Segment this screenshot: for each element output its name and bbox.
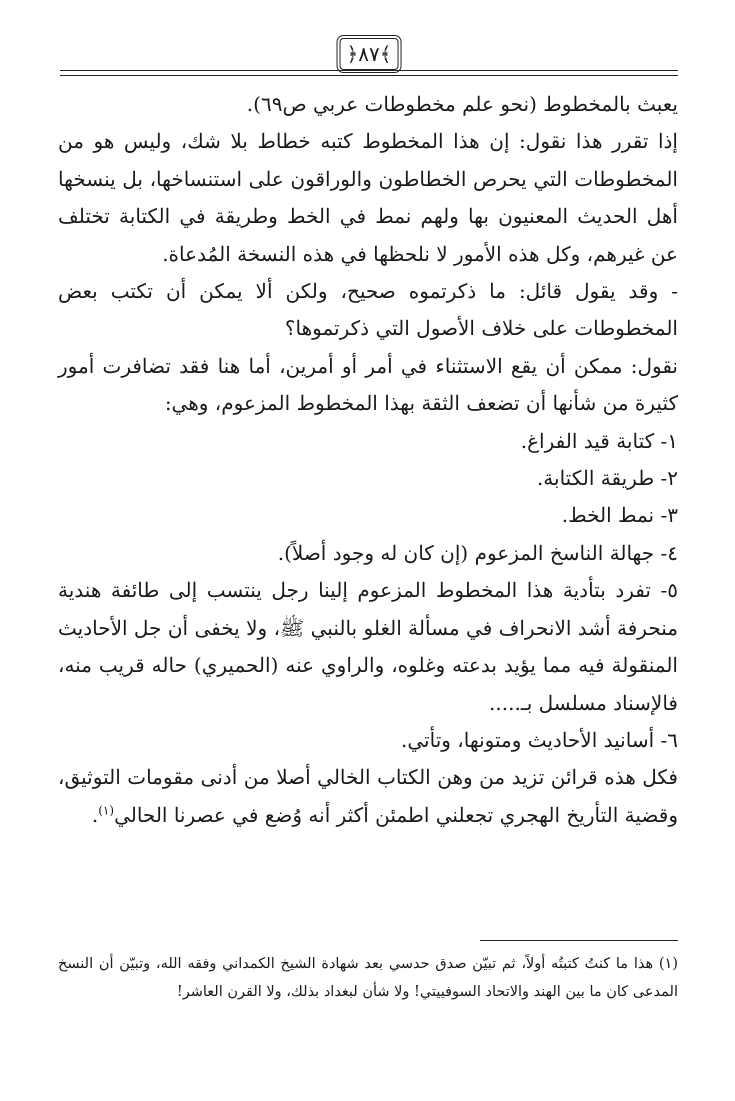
footnote-separator [480, 940, 678, 941]
list-item: ٢- طريقة الكتابة. [536, 466, 678, 491]
list-item: ٤- جهالة الناسخ المزعوم (إن كان له وجود أصلاً). [277, 540, 678, 565]
paragraph [58, 759, 678, 834]
page-number: ﴿٨٧﴾ [340, 38, 399, 70]
list-item: ٣- نمط الخط. [561, 503, 678, 528]
footnotes [58, 950, 678, 1006]
paragraph-text: فكل هذه قرائن تزيد من وهن الكتاب الخالي أصلا من أدنى مقومات التوثيق، وقضية التأريخ الهجري تجعلني اطمئن أكثر أنه وُضع في عصرنا الحالي [58, 765, 678, 827]
paragraph: - وقد يقول قائل: ما ذكرتموه صحيح، ولكن ألا يمكن أن تكتب بعض المخطوطات على خلاف الأصول التي ذكرتموها؟ [58, 279, 678, 341]
paragraph: يعبث بالمخطوط (نحو علم مخطوطات عربي ص٦٩). [246, 92, 678, 116]
footnote: (١) هذا ما كنتُ كتبتُه أولاً، ثم تبيّن صدق حدسي بعد شهادة الشيخ الكمداني وفقه الله، وتبيّن أن النسخ المدعى كان ما بين الهند والاتحاد السوفييتي! ولا شأن لبغداد بذلك، ولا القرن العاشر! [58, 956, 678, 1000]
page-header [60, 38, 678, 78]
paragraph: ٥- تفرد بتأدية هذا المخطوط المزعوم إلينا رجل ينتسب إلى طائفة هندية منحرفة أشد الانحراف في مسألة الغلو بالنبي ﷺ، ولا يخفى أن جل الأحاديث المنقولة فيه مما يؤيد بدعته وغلوه، والراوي عنه (الحميري) حاله قريب منه، فالإسناد مسلسل بـ..... [58, 578, 678, 715]
footnote-reference[interactable]: (١) [98, 803, 115, 818]
paragraph: نقول: ممكن أن يقع الاستثناء في أمر أو أمرين، أما هنا فقد تضافرت أمور كثيرة من شأنها أن تضعف الثقة بهذا المخطوط المزعوم، وهي: [58, 353, 678, 416]
paragraph: إذا تقرر هذا نقول: إن هذا المخطوط كتبه خطاط بلا شك، وليس هو من المخطوطات التي يحرص الخطاطون والوراقون على استنساخها، بل ينسخها أهل الحديث المعنيون بها ولهم نمط في الخط وطريقة في الكتابة تختلف عن غيرهم، وكل هذه الأمور لا نلحظها في هذه النسخة المُدعاة. [58, 129, 678, 266]
paragraph-end: . [91, 802, 99, 827]
header-rule-bottom [60, 75, 678, 76]
list-item: ٦- أسانيد الأحاديث ومتونها، وتأتي. [401, 727, 678, 752]
list-item: ١- كتابة قيد الفراغ. [520, 428, 678, 453]
body-text [58, 86, 678, 834]
header-rule-top [60, 70, 678, 71]
